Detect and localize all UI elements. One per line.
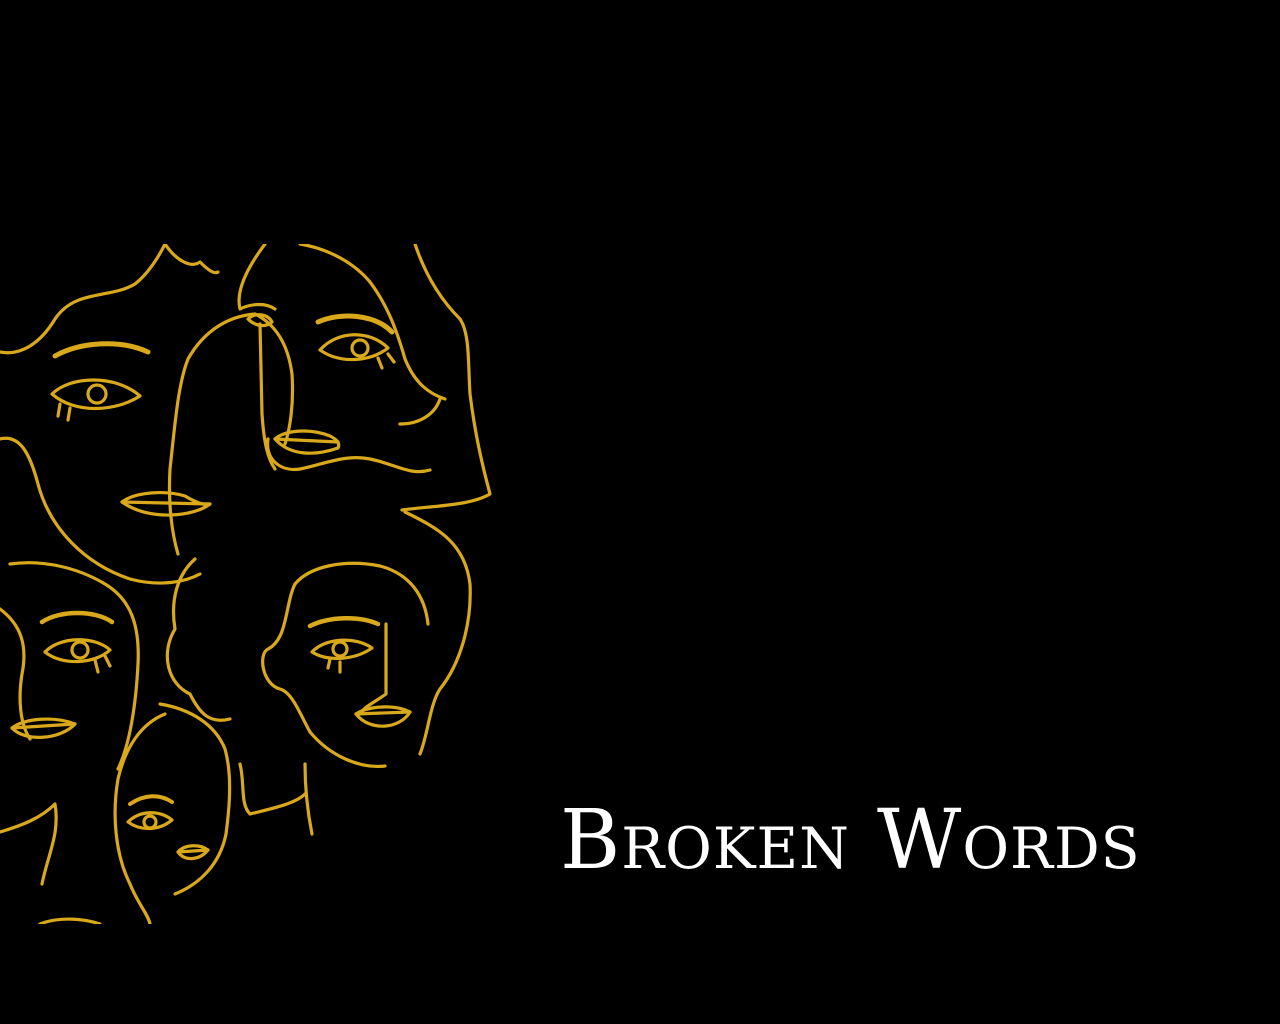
face-center xyxy=(165,244,293,554)
face-upper-right xyxy=(239,244,490,510)
faces-svg xyxy=(0,244,500,924)
face-bottom-small xyxy=(40,704,312,924)
line-art-faces-illustration xyxy=(0,244,500,924)
slide-title: Broken Words xyxy=(560,793,1141,888)
face-upper-left xyxy=(0,244,210,583)
